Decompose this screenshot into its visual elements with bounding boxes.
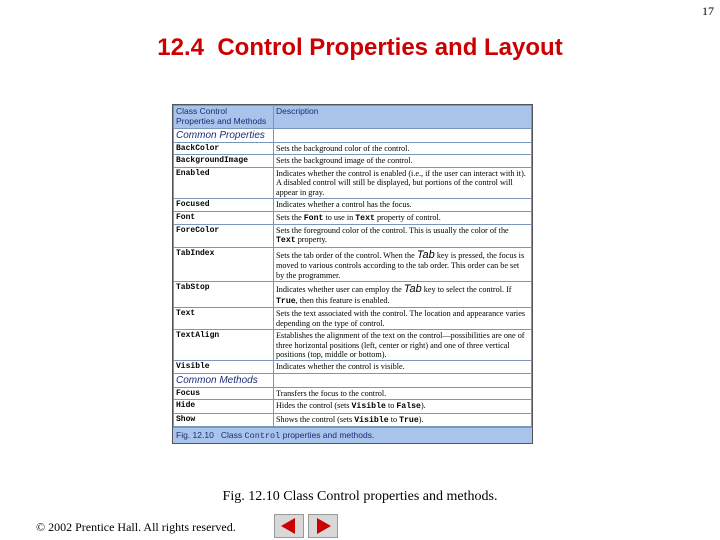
description-text: ).	[420, 401, 426, 411]
member-name: Font	[174, 211, 274, 224]
section-label-properties: Common Properties	[174, 129, 274, 143]
description-text: , then this feature is enabled.	[295, 295, 390, 305]
member-description: Indicates whether the control is enabled (i.e., if the user can interact with it). A disabled control will still be displayed, but portions of the control will appear in gray.	[274, 167, 532, 198]
code-term: Text	[355, 213, 375, 223]
table-row	[174, 155, 532, 167]
table-row	[174, 282, 532, 308]
table-row	[174, 413, 532, 426]
table-header-row	[174, 106, 532, 129]
tab-key-term: Tab	[403, 283, 422, 296]
previous-slide-button[interactable]	[274, 514, 304, 538]
description-text: ).	[418, 414, 424, 424]
code-term: True	[276, 296, 296, 306]
page-number: 17	[702, 4, 714, 18]
description-text: to	[385, 401, 397, 411]
member-name: ForeColor	[174, 224, 274, 247]
table-row	[174, 224, 532, 247]
right-arrow-icon	[309, 515, 337, 537]
code-term: Visible	[354, 415, 389, 425]
member-name: BackColor	[174, 143, 274, 155]
table-row	[174, 143, 532, 155]
table-row	[174, 199, 532, 211]
member-description: Sets the background color of the control.	[274, 143, 532, 155]
member-name: Text	[174, 308, 274, 330]
slide-title: 12.4 Control Properties and Layout	[157, 34, 563, 61]
code-term: False	[396, 402, 421, 412]
code-term: True	[399, 415, 419, 425]
member-name: Visible	[174, 361, 274, 373]
description-text: Shows the control (sets	[276, 414, 355, 424]
member-name: Focused	[174, 199, 274, 211]
properties-body	[174, 143, 532, 374]
header-col1-line2: Properties and Methods	[176, 115, 267, 126]
description-text: to	[388, 414, 400, 424]
member-description	[274, 247, 532, 281]
member-description: Establishes the alignment of the text on the control—possibilities are one of three horizontal positions (left, center or right) and one of three vertical positions (top, middle or bottom).	[274, 330, 532, 361]
table-row	[174, 361, 532, 373]
description-text: Indicates whether user can employ the	[276, 285, 404, 295]
methods-body	[174, 387, 532, 426]
code-term: Visible	[351, 402, 386, 412]
code-term: Font	[303, 213, 324, 223]
description-text: Sets the tab order of the control. When the	[276, 250, 417, 260]
member-description	[274, 211, 532, 224]
member-name: Show	[174, 413, 274, 426]
header-col1-line1: Class Control	[176, 106, 228, 116]
table-row	[174, 308, 532, 330]
table-row	[174, 247, 532, 281]
next-slide-button[interactable]	[308, 514, 338, 538]
member-name: TabStop	[174, 282, 274, 308]
member-description: Transfers the focus to the control.	[274, 387, 532, 399]
properties-table	[173, 105, 532, 427]
fig-rest: properties and methods.	[282, 430, 375, 441]
table-row	[174, 211, 532, 224]
member-name: Enabled	[174, 167, 274, 198]
member-description	[274, 282, 532, 308]
description-text: Sets the foreground color of the control. This is usually the color of the	[276, 225, 509, 235]
description-text: key is pressed, the focus is moved to various controls according to the tab order. This order can be set by the programmer.	[276, 250, 525, 280]
member-name: TabIndex	[174, 247, 274, 281]
table-row	[174, 167, 532, 198]
member-description: Indicates whether the control is visible.	[274, 361, 532, 373]
member-name: Hide	[174, 400, 274, 413]
description-text: property.	[295, 235, 327, 245]
member-name: BackgroundImage	[174, 155, 274, 167]
description-text: Hides the control (sets	[276, 401, 352, 411]
code-term: Text	[276, 236, 296, 246]
member-name: Focus	[174, 387, 274, 399]
description-text: to use in	[323, 212, 356, 222]
tab-key-term: Tab	[416, 248, 435, 261]
description-text: key to select the control. If	[421, 285, 512, 295]
section-row-properties	[174, 129, 532, 143]
member-name: TextAlign	[174, 330, 274, 361]
description-text: Sets the	[276, 212, 304, 222]
figure-caption: Fig. 12.10 Class Control properties and methods.	[222, 489, 498, 504]
fig-class: Class	[220, 430, 243, 441]
fig-label: Fig. 12.10	[176, 430, 214, 441]
member-description	[274, 224, 532, 247]
fig-control: Control	[244, 431, 281, 442]
member-description: Sets the background image of the control.	[274, 155, 532, 167]
copyright: © 2002 Prentice Hall. All rights reserved.	[36, 520, 236, 534]
table-row	[174, 330, 532, 361]
header-col1	[174, 106, 274, 129]
section-row-methods	[174, 373, 532, 387]
figure-inline-caption	[173, 427, 532, 443]
table-row	[174, 400, 532, 413]
member-description	[274, 413, 532, 426]
left-arrow-icon	[275, 515, 303, 537]
section-label-methods: Common Methods	[174, 373, 274, 387]
member-description: Indicates whether a control has the focus.	[274, 199, 532, 211]
header-col2: Description	[274, 106, 532, 129]
table-row	[174, 387, 532, 399]
member-description: Sets the text associated with the control. The location and appearance varies depending on the type of control.	[274, 308, 532, 330]
slide-navigation	[274, 514, 338, 538]
figure-table	[172, 104, 533, 444]
description-text: property of control.	[374, 212, 441, 222]
member-description	[274, 400, 532, 413]
